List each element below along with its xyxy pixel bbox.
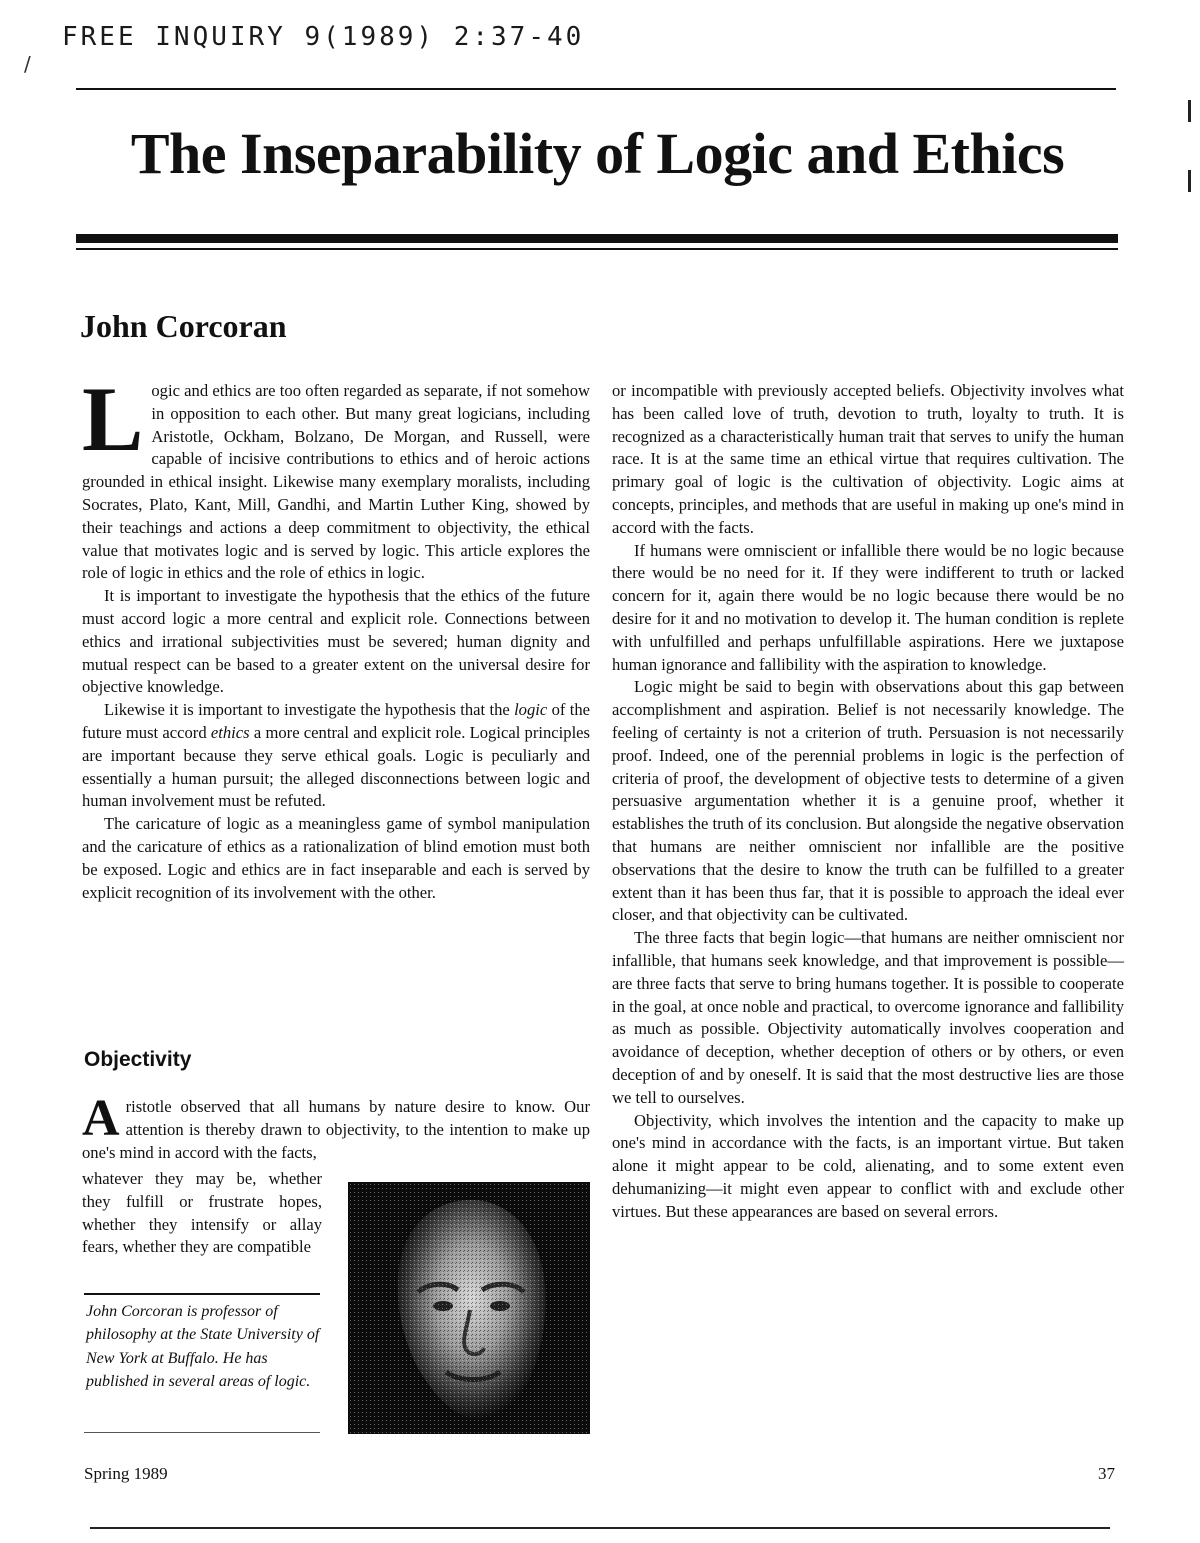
bio-bottom-rule bbox=[84, 1432, 320, 1433]
author-bio: John Corcoran is professor of philosophy at the State University of New York at Buffalo. He has published in several areas of logic. bbox=[86, 1303, 320, 1391]
top-rule bbox=[76, 88, 1116, 90]
right-paragraph-2: If humans were omniscient or infallible there would be no logic because there would be no need for it. If they were indifferent to truth or lacked concern for it, again there would be no logic because there would be no desire for it and no motivation to develop it. The human condition is replete with unfulfilled and perhaps unfulfillable aspirations. Here we juxtapose human ignorance and fallibility with the aspiration to knowledge. bbox=[612, 540, 1124, 674]
right-paragraph-1: or incompatible with previously accepted beliefs. Objectivity involves what has been called love of truth, devotion to truth, loyalty to truth. It is recognized as a characteristically human trait that serves to unify the human race. It is at the same time an ethical virtue that requires cultivation. The primary goal of logic is the cultivation of objectivity. Logic aims at concepts, principles, and methods that are useful in making up one's mind in accord with the facts. bbox=[612, 381, 1124, 537]
intro-p3-a: Likewise it is important to investigate the hypothesis that the bbox=[104, 700, 515, 720]
intro-paragraph-2: It is important to investigate the hypothesis that the ethics of the future must accord logic a more central and explicit role. Connections between ethics and irrational subjectivities must be severed; human dignity and mutual respect can be based to a greater extent on the universal desire for objective knowledge. bbox=[82, 586, 590, 697]
right-paragraph-3: Logic might be said to begin with observations about this gap between accomplishment and aspiration. Belief is not necessarily knowledge. The feeling of certainty is not a criterion of truth. Persuasion is not necessarily proof. Indeed, one of the perennial problems in logic is the perfection of criteria of proof, the development of objective tests to determine of a given persuasive argumentation whether it is a genuine proof, whether it establishes the truth of its conclusion. But alongside the negative observation that humans are neither omniscient nor infallible are the positive observations that the desire to know the truth can be fulfilled to a greater extent than it has been thus far, that it is possible to approach the ideal ever closer, and that objectivity can be cultivated. bbox=[612, 677, 1124, 925]
objectivity-paragraph-1-text: ristotle observed that all humans by nature desire to know. Our attention is thereby drawn to objectivity, to the intention to make up one's mind in accord with the facts, bbox=[82, 1097, 590, 1162]
article-title: The Inseparability of Logic and Ethics bbox=[130, 121, 1065, 186]
objectivity-narrow-text bbox=[82, 1168, 322, 1259]
author-portrait-photo bbox=[348, 1182, 590, 1434]
issue-date: Spring 1989 bbox=[84, 1464, 168, 1483]
right-paragraph-4: The three facts that begin logic—that humans are neither omniscient nor infallible, that humans seek knowledge, and that improvement is possible—are three facts that serve to bring humans together. It is possible to cooperate in the goal, at once noble and practical, to overcome ignorance and fallibility as much as possible. Objectivity automatically involves cooperation and avoidance of deception, whether deception of others or by others, or even deception of and by oneself. It is said that the most destructive lies are those we tell to ourselves. bbox=[612, 928, 1124, 1107]
objectivity-narrow-paragraph: whatever they may be, whether they fulfill or frustrate hopes, whether they intensify or allay fears, whether they are compatible bbox=[82, 1169, 322, 1257]
right-column bbox=[612, 380, 1124, 1223]
intro-paragraph-4: The caricature of logic as a meaningless game of symbol manipulation and the caricature of ethics as a rationalization of blind emotion must both be exposed. Logic and ethics are in fact inseparable and each is served by explicit recognition of its involvement with the other. bbox=[82, 814, 590, 902]
intro-p3-ethics: ethics bbox=[210, 722, 250, 742]
intro-column bbox=[82, 368, 590, 904]
pen-mark: / bbox=[24, 52, 31, 76]
intro-p3-b: of the future must accord bbox=[82, 700, 590, 742]
intro-p3-logic: logic bbox=[514, 700, 548, 720]
scan-edge-mark bbox=[1188, 170, 1191, 192]
title-rule-thin bbox=[76, 248, 1118, 250]
section-heading-objectivity: Objectivity bbox=[84, 1048, 192, 1071]
scan-edge-mark bbox=[1188, 100, 1191, 122]
portrait-image bbox=[348, 1182, 590, 1434]
intro-p3-c: a more central and explicit role. Logical principles are important because they serve ethical goals. Logic is peculiarly and essentially a human pursuit; the alleged disconnections between logic and human involvement must be refuted. bbox=[82, 722, 590, 811]
objectivity-opening bbox=[82, 1090, 590, 1164]
intro-paragraph-1-text: ogic and ethics are too often regarded as separate, if not somehow in opposition to each other. But many great logicians, including Aristotle, Ockham, Bolzano, De Morgan, and Russell, were capable of incisive contributions to ethics and of heroic actions grounded in ethical insight. Likewise many exemplary moralists, including Socrates, Plato, Kant, Mill, Gandhi, and Martin Luther King, showed by their teachings and actions a deep commitment to objectivity, the ethical value that motivates logic and is served by logic. This article explores the role of logic in ethics and the role of ethics in logic. bbox=[82, 381, 590, 583]
bio-top-rule bbox=[84, 1293, 320, 1295]
handwritten-citation: FREE INQUIRY 9(1989) 2:37-40 bbox=[62, 22, 585, 52]
drop-cap-l: L bbox=[82, 368, 144, 470]
title-rule-thick bbox=[76, 234, 1118, 243]
intro-paragraph-1 bbox=[82, 368, 590, 585]
intro-paragraph-3 bbox=[82, 699, 590, 813]
drop-cap-a: A bbox=[82, 1090, 120, 1147]
author-name: John Corcoran bbox=[80, 308, 287, 344]
objectivity-paragraph-1 bbox=[82, 1090, 590, 1164]
page-number: 37 bbox=[1098, 1464, 1115, 1483]
bottom-rule bbox=[90, 1527, 1110, 1529]
right-paragraph-5: Objectivity, which involves the intention and the capacity to make up one's mind in accordance with the facts, is an important virtue. But taken alone it might appear to be cold, alienating, and to some extent even dehumanizing—it might even appear to conflict with and exclude other virtues. But these appearances are based on several errors. bbox=[612, 1110, 1124, 1221]
